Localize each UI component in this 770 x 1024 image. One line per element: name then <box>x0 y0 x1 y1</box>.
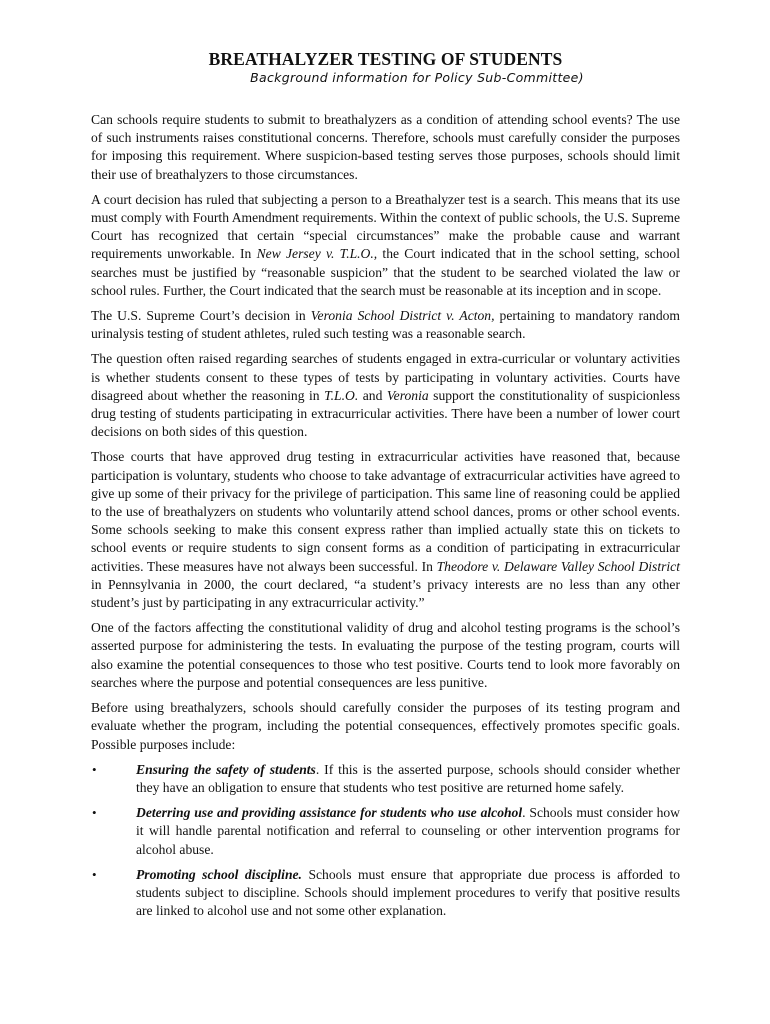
text-run: pertaining to mandatory random urinalysis testing of student athletes, ruled such testing was a reasonable search. <box>91 308 680 342</box>
bullet-icon: • <box>92 761 97 777</box>
paragraph-acton <box>91 307 680 343</box>
text-run: A court decision has ruled that subjecting a person to a Breathalyzer test is a search. This means that its use must comply with Fourth Amendment requirements. Within the context of public schools, the U.S. Supreme Court has recognized that certain “special circumstances” make the probable cause and warrant requirements unworkable. In <box>91 191 680 262</box>
text-run: The U.S. Supreme Court’s decision in <box>91 308 311 324</box>
list-item-text: Schools must ensure that appropriate due process is afforded to students subject to discipline. Schools should implement procedures to verify that positive results are linked to alcohol use and not some other explanation. <box>136 866 681 919</box>
list-item <box>91 761 680 797</box>
paragraph-possible-purposes: Before using breathalyzers, schools should carefully consider the purposes of its testing program and evaluate whether the program, including the potential consequences, effectively promotes specific goals. Possible purposes include: <box>91 700 680 752</box>
document-subtitle: Background information for Policy Sub-Committee) <box>250 70 584 85</box>
list-item-lead: Ensuring the safety of students <box>136 761 316 777</box>
text-run: support the constitutionality of suspicionless drug testing of students participating in extracurricular activities. There have been a number of lower court decisions on both sides of this question. <box>91 387 680 440</box>
list-item-lead: Promoting school discipline. <box>136 866 302 882</box>
bullet-icon: • <box>92 805 97 821</box>
case-name: Veronia <box>386 387 429 403</box>
case-name: New Jersey v. T.L.O., <box>256 246 378 262</box>
text-run: in Pennsylvania in 2000, the court declared, “a student’s privacy interests are no less than any other student’s just by participating in any extracurricular activity.” <box>91 576 680 611</box>
list-item-lead: Deterring use and providing assistance for students who use alcohol <box>136 805 523 821</box>
purposes-list <box>91 761 680 921</box>
text-run: The question often raised regarding searches of students engaged in extra-curricular or voluntary activities is whether students consent to these types of tests by participating in voluntary activities. Courts have disagreed about whether the reasoning in <box>91 351 680 403</box>
list-item <box>91 804 680 859</box>
list-item-text: . Schools must consider how it will handle parental notification and referral to counseling or other intervention programs for alcohol abuse. <box>136 805 680 857</box>
case-name: Veronia School District v. Acton, <box>310 308 495 324</box>
list-item <box>91 866 680 921</box>
paragraph-intro: Can schools require students to submit to breathalyzers as a condition of attending school events? The use of such instruments raises constitutional concerns. Therefore, schools must carefully consider the purposes for imposing this requirement. Where suspicion-based testing serves those purposes, schools should limit their use of breathalyzers to those circumstances. <box>91 112 680 182</box>
list-item-text: . If this is the asserted purpose, schools should consider whether they have an obligation to ensure that students who test positive are returned home safely. <box>136 761 680 795</box>
paragraph-purpose-factors: One of the factors affecting the constitutional validity of drug and alcohol testing programs is the school’s asserted purpose for administering the tests. In evaluating the purpose of the testing program, courts will also examine the potential consequences to those who test positive. Courts tend to look more favorably on searches where the purpose and potential consequences are less punitive. <box>91 620 680 690</box>
document-title: BREATHALYZER TESTING OF STUDENTS <box>208 49 563 69</box>
text-run: Those courts that have approved drug testing in extracurricular activities have reasoned that, because participation is voluntary, students who choose to take advantage of extracurricular activities have agreed to give up some of their privacy for the privilege of participation. This same line of reasoning could be applied to the use of breathalyzers on students who voluntarily attend school dances, proms or other school events. Some schools seeking to make this consent express rather than implied actually state this on tickets to school events or require students to sign consent forms as a condition of participating in extracurricular activities. These measures have not always been successful. In <box>91 449 680 574</box>
paragraph-consent-question <box>91 350 680 441</box>
paragraph-search-ruling <box>91 191 680 300</box>
bullet-icon: • <box>92 866 97 882</box>
case-name: Theodore v. Delaware Valley School District <box>436 558 680 574</box>
text-run: the Court indicated that in the school setting, school searches must be justified by “reasonable suspicion” that the student to be searched violated the law or school rules. Further, the Court indicated that the search must be reasonable at its inception and in scope. <box>91 246 680 298</box>
paragraph-voluntary-participation <box>91 448 680 612</box>
text-run: and <box>358 387 387 403</box>
case-name: T.L.O. <box>324 387 359 403</box>
